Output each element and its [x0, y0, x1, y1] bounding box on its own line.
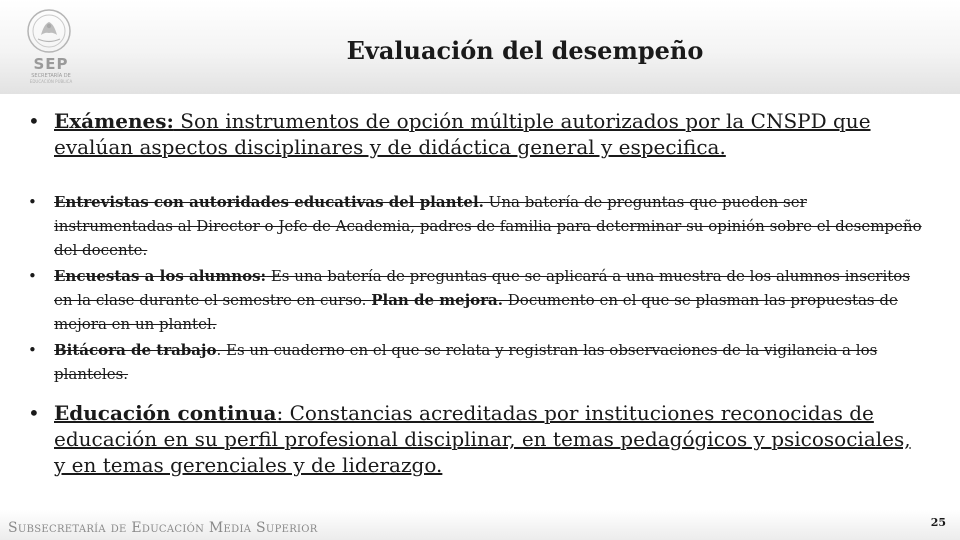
bullet-educacion-continua	[28, 400, 928, 478]
slide-title: Evaluación del desempeño	[346, 36, 704, 65]
slide-header	[0, 0, 960, 94]
bullet-icon: •	[28, 401, 40, 425]
bullet-encuestas	[28, 264, 928, 336]
bullet-icon: •	[28, 267, 37, 285]
bullet-text: Es una batería de preguntas que se aplicará a una muestra de los alumnos inscritos en la clase durante el semestre en curso.	[54, 267, 911, 309]
bullet-text: Una batería de preguntas que pueden ser instrumentadas al Director o Jefe de Academia, padres de familia para determinar su opinión sobre el desempeño del docente.	[54, 193, 922, 259]
logo-subtitle-2: EDUCACIÓN PÚBLICA	[29, 79, 73, 84]
bullet-list	[28, 108, 928, 478]
bullet-text-plan: Documento en el que se plasman las propuestas de mejora en un plantel.	[54, 291, 898, 333]
bullet-examenes	[28, 108, 928, 160]
sep-logo	[6, 6, 96, 90]
bullet-text: Son instrumentos de opción múltiple autorizados por la CNSPD que evalúan aspectos disciplinares y de didáctica general y especifica.	[54, 109, 871, 159]
footer-organization: Subsecretaría de Educación Media Superior	[8, 520, 318, 536]
slide-footer	[0, 510, 960, 540]
bullet-icon: •	[28, 341, 37, 359]
national-seal-icon	[26, 8, 72, 54]
bullet-icon: •	[28, 193, 37, 211]
bullet-text: . Es un cuaderno en el que se relata y registran las observaciones de la vigilancia a los planteles.	[54, 341, 878, 383]
logo-sep-text: SEP	[33, 55, 69, 73]
bullet-icon: •	[28, 109, 40, 133]
bullet-bitacora	[28, 338, 928, 386]
bullet-label: Exámenes:	[54, 109, 174, 133]
bullet-text: : Constancias acreditadas por instituciones reconocidas de educación en su perfil profesional disciplinar, en temas pedagógicos y psicosociales, y en temas gerenciales y de liderazgo.	[54, 401, 911, 477]
bullet-entrevistas	[28, 190, 928, 262]
bullet-label: Educación continua	[54, 401, 277, 425]
bullet-label: Entrevistas con autoridades educativas del plantel.	[54, 193, 484, 211]
page-number: 25	[930, 516, 946, 529]
logo-subtitle: SECRETARÍA DE	[31, 73, 71, 79]
bullet-label: Bitácora de trabajo	[54, 341, 217, 359]
bullet-label-plan: Plan de mejora.	[371, 291, 503, 309]
bullet-label: Encuestas a los alumnos:	[54, 267, 267, 285]
